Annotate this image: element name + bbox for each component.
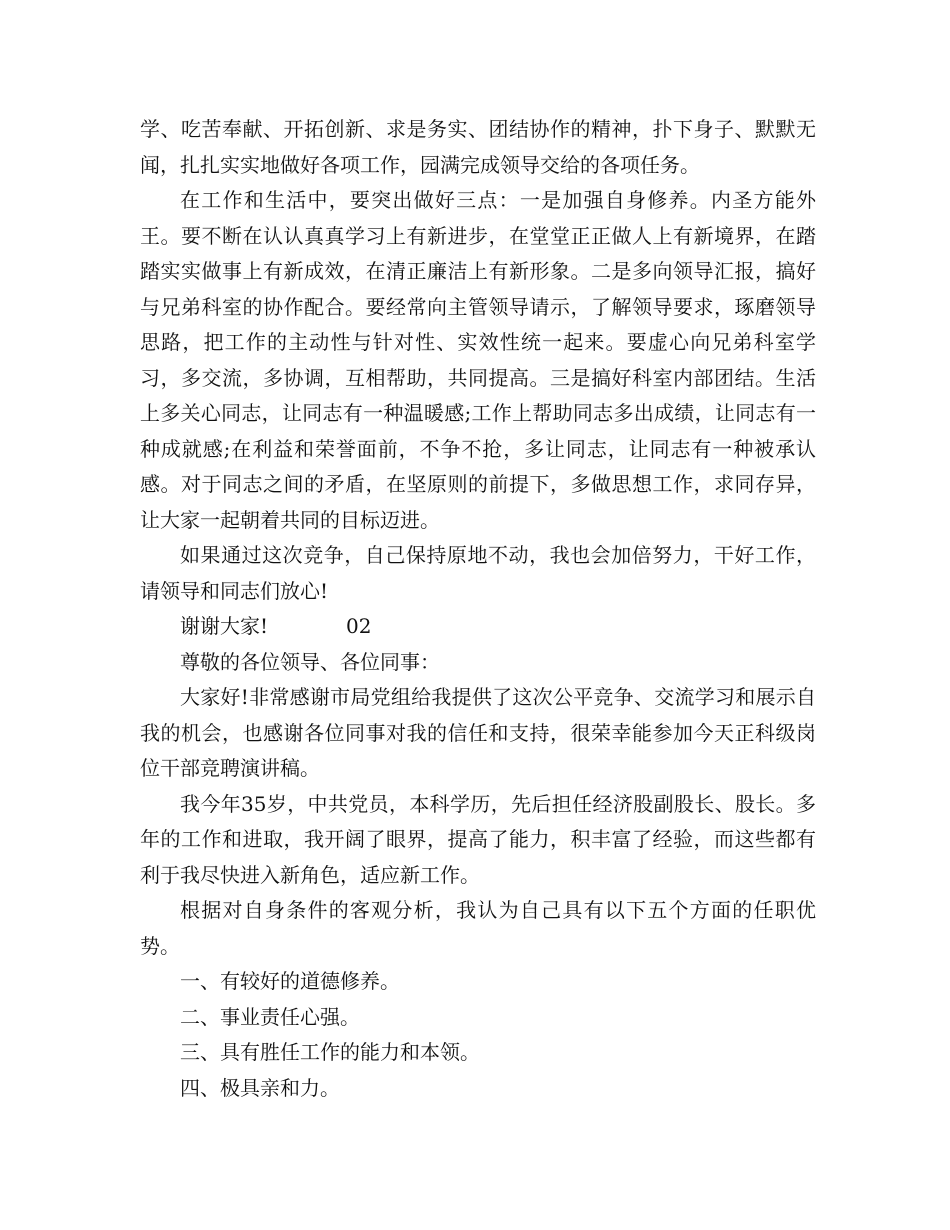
list-item-ability: 三、具有胜任工作的能力和本领。 (180, 1040, 480, 1064)
thanks-text: 谢谢大家! (180, 614, 269, 638)
salutation: 尊敬的各位领导、各位同事： (180, 649, 440, 674)
thanks-line (140, 609, 816, 645)
paragraph-three-points: 在工作和生活中，要突出做好三点：一是加强自身修养。内圣方能外王。要不断在认认真真学习上有新进步，在堂堂正正做人上有新境界，在踏踏实实做事上有新成效，在清正廉洁上有新形象。二是多向领导汇报，搞好与兄弟科室的协作配合。要经常向主管领导请示，了解领导要求，琢磨领导思路，把工作的主动性与针对性、实效性统一起来。要虚心向兄弟科室学习，多交流，多协调，互相帮助，共同提高。三是搞好科室内部团结。生活上多关心同志，让同志有一种温暖感;工作上帮助同志多出成绩，让同志有一种成就感;在利益和荣誉面前，不争不抢，多让同志，让同志有一种被承认感。对于同志之间的矛盾，在坚原则的前提下，多做思想工作，求同存异，让大家一起朝着共同的目标迈进。 (140, 188, 816, 532)
paragraph-advantages-intro: 根据对自身条件的客观分析，我认为自己具有以下五个方面的任职优势。 (140, 898, 816, 958)
paragraph-greeting: 大家好!非常感谢市局党组给我提供了这次公平竞争、交流学习和展示自我的机会，也感谢各位同事对我的信任和支持，很荣幸能参加今天正科级岗位干部竞聘演讲稿。 (140, 685, 816, 780)
list-item-responsibility: 二、事业责任心强。 (180, 1004, 360, 1029)
paragraph-continuation: 学、吃苦奉献、开拓创新、求是务实、团结协作的精神，扑下身子、默默无闻，扎扎实实地做好各项工作，园满完成领导交给的各项任务。 (140, 117, 816, 177)
list-item-affinity: 四、极具亲和力。 (180, 1075, 340, 1100)
paragraph-commitment: 如果通过这次竞争，自己保持原地不动，我也会加倍努力，干好工作，请领导和同志们放心! (140, 543, 816, 603)
list-item-moral: 一、有较好的道德修养。 (180, 969, 400, 993)
document-body (140, 112, 816, 1106)
paragraph-self-intro: 我今年35岁，中共党员，本科学历，先后担任经济股副股长、股长。多年的工作和进取，我开阔了眼界，提高了能力，积丰富了经验，而这些都有利于我尽快进入新角色，适应新工作。 (140, 791, 816, 887)
section-number: 02 (346, 614, 372, 638)
